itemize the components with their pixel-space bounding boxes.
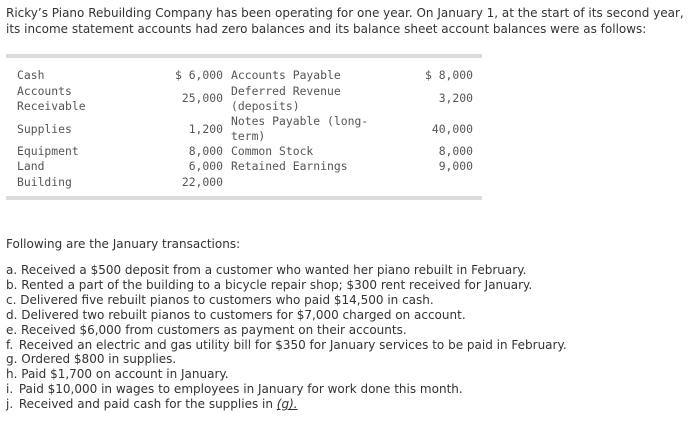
balance-sheet-table bbox=[6, 54, 482, 200]
item-text: Delivered two rebuilt pianos to customers for $7,000 charged on account. bbox=[21, 307, 466, 322]
liability-label-deferred-revenue-2: (deposits) bbox=[231, 99, 300, 113]
item-letter: d. bbox=[6, 307, 18, 322]
asset-amount-accounts-receivable: 25,000 bbox=[181, 91, 223, 105]
list-item bbox=[6, 293, 567, 308]
item-letter: j. bbox=[6, 397, 14, 412]
list-item bbox=[6, 397, 567, 412]
asset-label-accounts-receivable-1: Accounts bbox=[17, 84, 72, 98]
transactions-heading: Following are the January transactions: bbox=[6, 237, 241, 251]
item-text: Received $6,000 from customers as payment on their accounts. bbox=[21, 322, 407, 337]
problem-intro: Ricky’s Piano Rebuilding Company has been operating for one year. On January 1, at the start of its second year, its income statement accounts had zero balances and its balance sheet account balances were as follows: bbox=[6, 6, 684, 36]
item-letter: c. bbox=[6, 292, 17, 307]
asset-amount-land: 6,000 bbox=[188, 159, 223, 173]
item-reference: (g). bbox=[276, 397, 298, 412]
asset-label-supplies: Supplies bbox=[17, 122, 72, 136]
equity-amount-common-stock: 8,000 bbox=[438, 144, 473, 158]
list-item bbox=[6, 367, 567, 382]
item-text: Received a $500 deposit from a customer who wanted her piano rebuilt in February. bbox=[21, 263, 527, 277]
liability-label-notes-payable-1: Notes Payable (long- bbox=[231, 114, 369, 128]
asset-label-equipment: Equipment bbox=[17, 144, 79, 158]
item-letter: h. bbox=[6, 367, 18, 382]
item-text: Rented a part of the building to a bicycle repair shop; $300 rent received for January. bbox=[21, 277, 533, 292]
asset-label-land: Land bbox=[17, 159, 45, 173]
item-letter: g. bbox=[6, 352, 18, 367]
item-text: Paid $10,000 in wages to employees in January for work done this month. bbox=[18, 382, 463, 397]
transactions-list bbox=[6, 263, 567, 412]
item-letter: b. bbox=[6, 277, 18, 292]
liability-label-notes-payable-2: term) bbox=[231, 129, 266, 143]
item-letter: i. bbox=[6, 382, 14, 397]
liability-label-deferred-revenue-1: Deferred Revenue bbox=[231, 84, 341, 98]
item-text: Paid $1,700 on account in January. bbox=[21, 367, 229, 382]
list-item bbox=[6, 308, 567, 323]
liability-label-accounts-payable: Accounts Payable bbox=[231, 68, 341, 82]
liability-amount-deferred-revenue: 3,200 bbox=[438, 91, 473, 105]
item-text: Delivered five rebuilt pianos to customers who paid $14,500 in cash. bbox=[20, 292, 434, 307]
asset-amount-supplies: 1,200 bbox=[188, 122, 223, 136]
equity-label-retained-earnings: Retained Earnings bbox=[231, 159, 348, 173]
asset-label-building: Building bbox=[17, 175, 72, 189]
asset-amount-equipment: 8,000 bbox=[188, 144, 223, 158]
list-item bbox=[6, 352, 567, 367]
list-item bbox=[6, 278, 567, 293]
asset-amount-cash: $ 6,000 bbox=[174, 68, 223, 82]
list-item bbox=[6, 338, 567, 353]
item-text: Received and paid cash for the supplies in bbox=[18, 397, 273, 412]
asset-amount-building: 22,000 bbox=[181, 175, 223, 189]
item-letter: f. bbox=[6, 337, 14, 352]
item-letter: e. bbox=[6, 322, 18, 337]
asset-label-cash: Cash bbox=[17, 68, 45, 82]
liability-amount-notes-payable: 40,000 bbox=[431, 122, 473, 136]
equity-amount-retained-earnings: 9,000 bbox=[438, 159, 473, 173]
liability-amount-accounts-payable: $ 8,000 bbox=[424, 68, 473, 82]
list-item bbox=[6, 323, 567, 338]
asset-label-accounts-receivable-2: Receivable bbox=[17, 99, 86, 113]
item-letter: a. bbox=[6, 263, 18, 277]
item-text: Ordered $800 in supplies. bbox=[21, 352, 177, 367]
list-item bbox=[6, 382, 567, 397]
item-text: Received an electric and gas utility bill for $350 for January services to be paid in February. bbox=[18, 337, 567, 352]
list-item bbox=[6, 263, 567, 278]
equity-label-common-stock: Common Stock bbox=[231, 144, 314, 158]
